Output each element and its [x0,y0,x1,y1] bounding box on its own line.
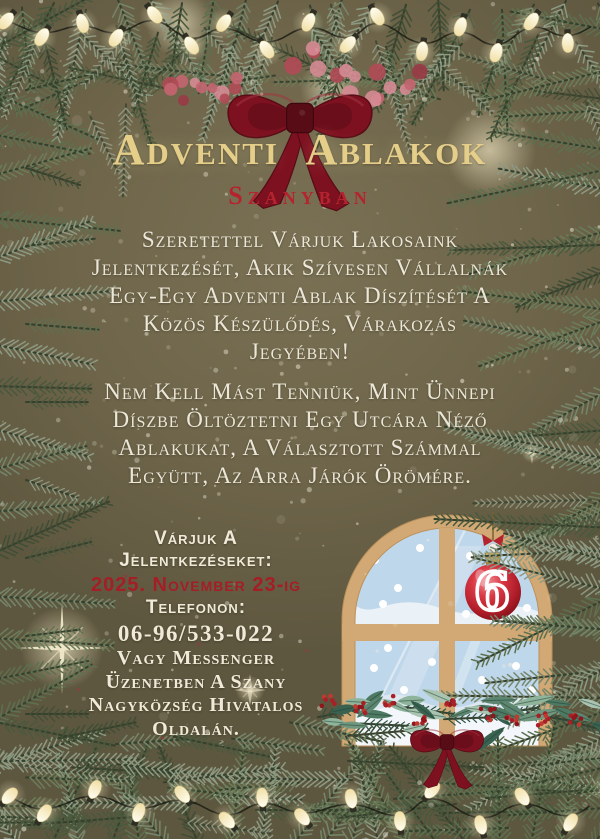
phone-number: 06-96/533-022 [117,621,275,646]
deadline-date: 2025. November 23-ig [90,574,302,596]
body-line: Nem Kell Mást Tenniük, Mint Ünnepi [104,379,496,404]
body-line: Díszbe Öltöztetni Egy Utcára Néző [112,407,488,432]
poster-subtitle: Szanyban [228,181,372,210]
messenger-line: Üzenetben A Szany [105,670,287,693]
intro-line: Közös Készülődés, Várakozás [142,311,458,336]
contact-heading-line2: Jelentkezéseket: [119,550,273,571]
contact-heading-line1: Várjuk A [154,528,238,549]
messenger-line: Vagy Messenger [116,647,276,669]
body-line: Ablakukat, A Választott Számmal [118,435,482,460]
messenger-line: Oldalán. [152,717,240,740]
phone-label: Telefonon: [145,597,247,618]
ornament-number: 6 [473,562,511,623]
intro-line: Jegyében! [249,339,351,364]
messenger-line: Nagyközség Hivatalos [88,694,304,716]
poster-title: Adventi Ablakok [112,125,488,174]
contact-block [40,528,352,741]
body-paragraph [28,378,572,490]
intro-line: Jelentkezését, Akik Szívesen Vállalnák [91,255,509,280]
intro-paragraph [28,226,572,366]
body-line: Együtt, Az Arra Járók Örömére. [128,463,472,488]
intro-line: Egy-Egy Adventi Ablak Díszítését A [108,283,492,308]
intro-line: Szeretettel Várjuk Lakosaink [141,227,459,252]
